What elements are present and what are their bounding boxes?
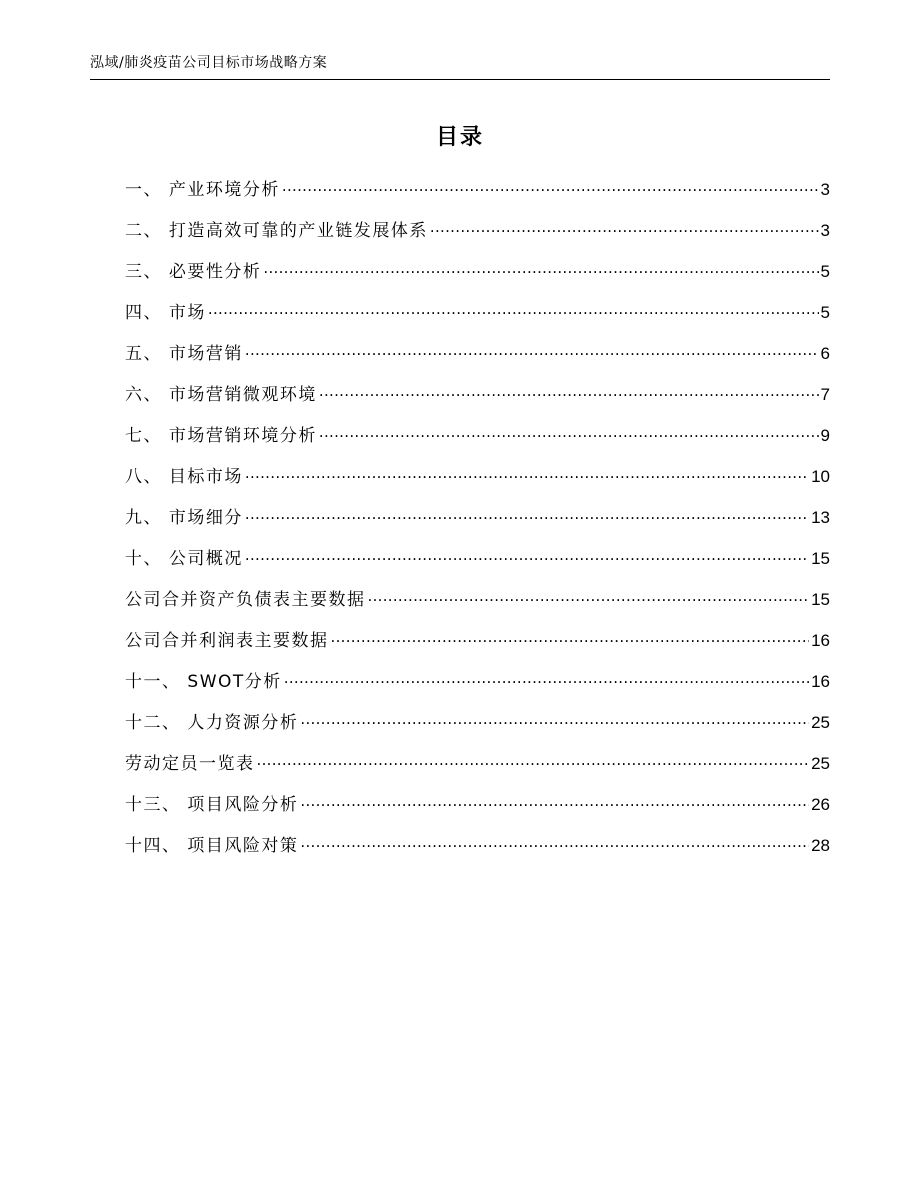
toc-entry-4[interactable] bbox=[125, 298, 830, 339]
toc-entry-page: 7 bbox=[820, 385, 830, 404]
toc-entry-label: 七、 市场营销环境分析 bbox=[125, 426, 317, 446]
toc-entry-label: 二、 打造高效可靠的产业链发展体系 bbox=[125, 221, 428, 241]
toc-dot-leader bbox=[245, 462, 809, 482]
toc-title: 目录 bbox=[435, 125, 484, 150]
toc-dot-leader bbox=[282, 175, 819, 195]
toc-dot-leader bbox=[284, 667, 809, 687]
toc-dot-leader bbox=[300, 831, 809, 851]
toc-entry-page: 3 bbox=[820, 180, 830, 199]
toc-entry-10[interactable] bbox=[125, 544, 830, 585]
header-rule bbox=[90, 79, 830, 80]
toc-entry-page: 28 bbox=[811, 836, 830, 855]
toc-entry-11[interactable] bbox=[125, 585, 830, 626]
toc-entry-label: 五、 市场营销 bbox=[125, 344, 243, 364]
toc-entry-page: 6 bbox=[820, 344, 830, 363]
toc-dot-leader bbox=[245, 544, 809, 564]
toc-entry-2[interactable] bbox=[125, 216, 830, 257]
toc-entry-page: 13 bbox=[811, 508, 830, 527]
toc-entry-8[interactable] bbox=[125, 462, 830, 503]
toc-entry-label: 十一、 SWOT分析 bbox=[125, 672, 282, 692]
toc-dot-leader bbox=[319, 380, 819, 400]
toc-entry-page: 16 bbox=[811, 631, 830, 650]
toc-dot-leader bbox=[368, 585, 810, 605]
toc-entry-13[interactable] bbox=[125, 667, 830, 708]
toc-dot-leader bbox=[208, 298, 819, 318]
toc-entry-page: 16 bbox=[811, 672, 830, 691]
toc-entry-page: 15 bbox=[811, 549, 830, 568]
toc-entry-label: 十、 公司概况 bbox=[125, 549, 243, 569]
toc-entry-page: 25 bbox=[811, 754, 830, 773]
toc-entry-page: 15 bbox=[811, 590, 830, 609]
toc-dot-leader bbox=[331, 626, 810, 646]
toc-entry-label: 十四、 项目风险对策 bbox=[125, 836, 299, 856]
toc-dot-leader bbox=[300, 790, 809, 810]
toc-entry-label: 六、 市场营销微观环境 bbox=[125, 385, 317, 405]
toc-dot-leader bbox=[245, 339, 819, 359]
toc-entry-label: 十二、 人力资源分析 bbox=[125, 713, 299, 733]
toc-dot-leader bbox=[263, 257, 818, 277]
toc-entry-9[interactable] bbox=[125, 503, 830, 544]
toc-entry-15[interactable] bbox=[125, 749, 830, 790]
table-of-contents bbox=[125, 175, 830, 872]
toc-entry-6[interactable] bbox=[125, 380, 830, 421]
toc-entry-label: 三、 必要性分析 bbox=[125, 262, 262, 282]
toc-entry-page: 26 bbox=[811, 795, 830, 814]
toc-entry-label: 八、 目标市场 bbox=[125, 467, 243, 487]
toc-entry-label: 四、 市场 bbox=[125, 303, 206, 323]
toc-entry-page: 10 bbox=[811, 467, 830, 486]
toc-dot-leader bbox=[245, 503, 809, 523]
toc-entry-page: 5 bbox=[820, 303, 830, 322]
running-header: 泓域/肺炎疫苗公司目标市场战略方案 bbox=[90, 55, 328, 71]
toc-dot-leader bbox=[300, 708, 809, 728]
toc-entry-label: 公司合并利润表主要数据 bbox=[125, 631, 329, 651]
toc-entry-label: 十三、 项目风险分析 bbox=[125, 795, 299, 815]
toc-entry-label: 九、 市场细分 bbox=[125, 508, 243, 528]
toc-entry-5[interactable] bbox=[125, 339, 830, 380]
toc-entry-page: 3 bbox=[820, 221, 830, 240]
toc-entry-16[interactable] bbox=[125, 790, 830, 831]
toc-entry-14[interactable] bbox=[125, 708, 830, 749]
toc-dot-leader bbox=[430, 216, 819, 236]
toc-entry-label: 劳动定员一览表 bbox=[125, 754, 255, 774]
toc-entry-label: 一、 产业环境分析 bbox=[125, 180, 280, 200]
toc-dot-leader bbox=[319, 421, 819, 441]
toc-entry-1[interactable] bbox=[125, 175, 830, 216]
toc-entry-label: 公司合并资产负债表主要数据 bbox=[125, 590, 366, 610]
toc-entry-7[interactable] bbox=[125, 421, 830, 462]
toc-dot-leader bbox=[257, 749, 810, 769]
toc-entry-page: 5 bbox=[820, 262, 830, 281]
toc-entry-12[interactable] bbox=[125, 626, 830, 667]
toc-entry-page: 25 bbox=[811, 713, 830, 732]
toc-entry-17[interactable] bbox=[125, 831, 830, 872]
toc-entry-3[interactable] bbox=[125, 257, 830, 298]
toc-entry-page: 9 bbox=[820, 426, 830, 445]
